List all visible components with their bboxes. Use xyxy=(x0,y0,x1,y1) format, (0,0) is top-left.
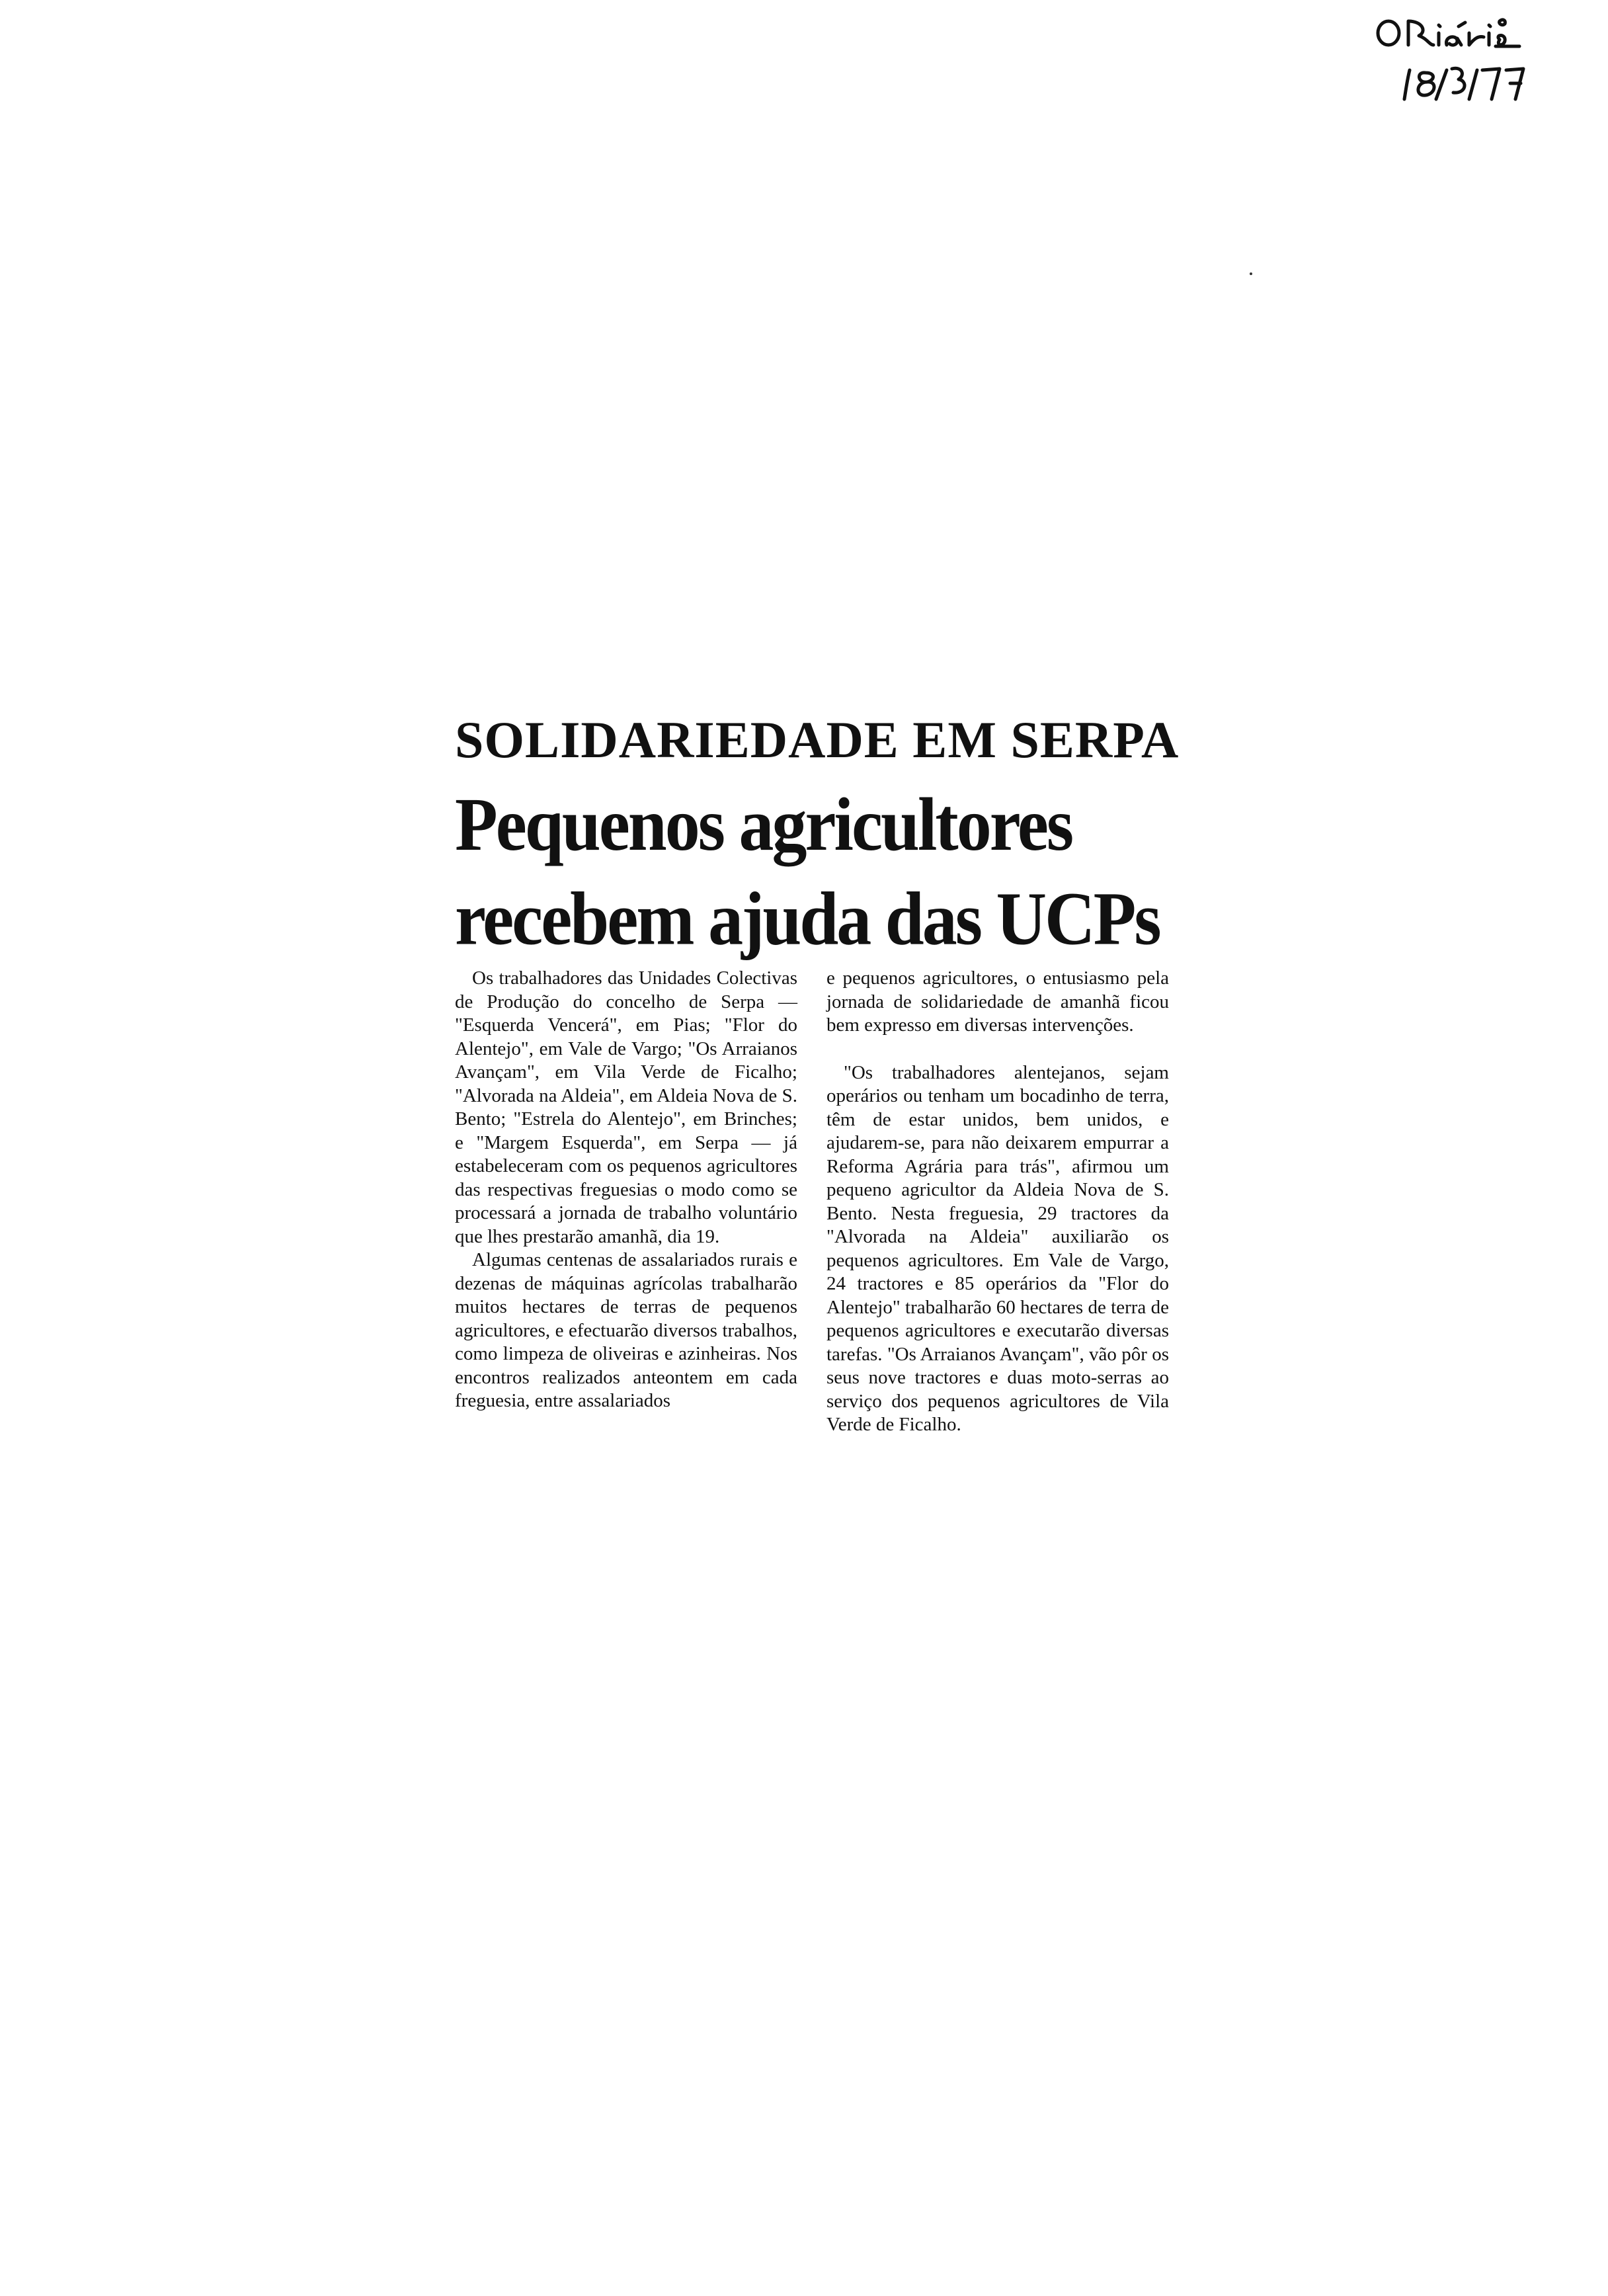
handwritten-source-date xyxy=(1370,7,1568,106)
scan-speck xyxy=(1250,272,1252,275)
newspaper-article xyxy=(455,711,1180,1435)
body-paragraph: Algumas centenas de assalariados rurais e dezenas de máquinas agrícolas trabalharão muitos hectares de terras de pequenos agricultores, e efectuarão diversos trabalhos, como limpeza de oliveiras e azinheiras. Nos encontros realizados anteontem em cada freguesia, entre assalariados xyxy=(455,1249,797,1411)
article-kicker: SOLIDARIEDADE EM SERPA xyxy=(455,711,1180,768)
body-paragraph: Os trabalhadores das Unidades Colectivas de Produção do concelho de Serpa — "Esquerda Vencerá", em Pias; "Flor do Alentejo", em Vale de Vargo; "Os Arraianos Avançam", em Vila Verde de Ficalho; "Alvorada na Aldeia", em Aldeia Nova de S. Bento; "Estrela do Alentejo", em Brinches; e "Margem Esquerda", em Serpa — já estabeleceram com os pequenos agricultores das respectivas freguesias o modo como se processará a jornada de trabalho voluntário que lhes prestarão amanhã, dia 19. xyxy=(455,967,797,1247)
article-body xyxy=(455,967,1169,1437)
handwritten-annotation xyxy=(1370,7,1568,106)
body-paragraph: e pequenos agricultores, o entusiasmo pela jornada de solidariedade de amanhã ficou bem expresso em diversas intervenções. xyxy=(826,967,1169,1036)
body-paragraph: "Os trabalhadores alentejanos, sejam operários ou tenham um bocadinho de terra, têm de estar unidos, bem unidos, e ajudarem-se, para não deixarem empurrar a Reforma Agrária para trás", afirmou um pequeno agricultor da Aldeia Nova de S. Bento. Nesta freguesia, 29 tractores da "Alvorada na Aldeia" auxiliarão os pequenos agricultores. Em Vale de Vargo, 24 tractores e 85 operários da "Flor do Alentejo" trabalharão 60 hectares de terra de pequenos agricultores e executarão diversas tarefas. "Os Arraianos Avançam", vão pôr os seus nove tractores e duas moto-serras ao serviço dos pequenos agricultores de Vila Verde de Ficalho. xyxy=(826,1061,1169,1435)
article-headline xyxy=(455,778,1169,966)
article-column-2 xyxy=(826,967,1169,1437)
headline-line-2: recebem ajuda das UCPs xyxy=(455,877,1160,961)
headline-line-1: Pequenos agricultores xyxy=(455,782,1072,866)
article-column-1 xyxy=(455,967,797,1437)
